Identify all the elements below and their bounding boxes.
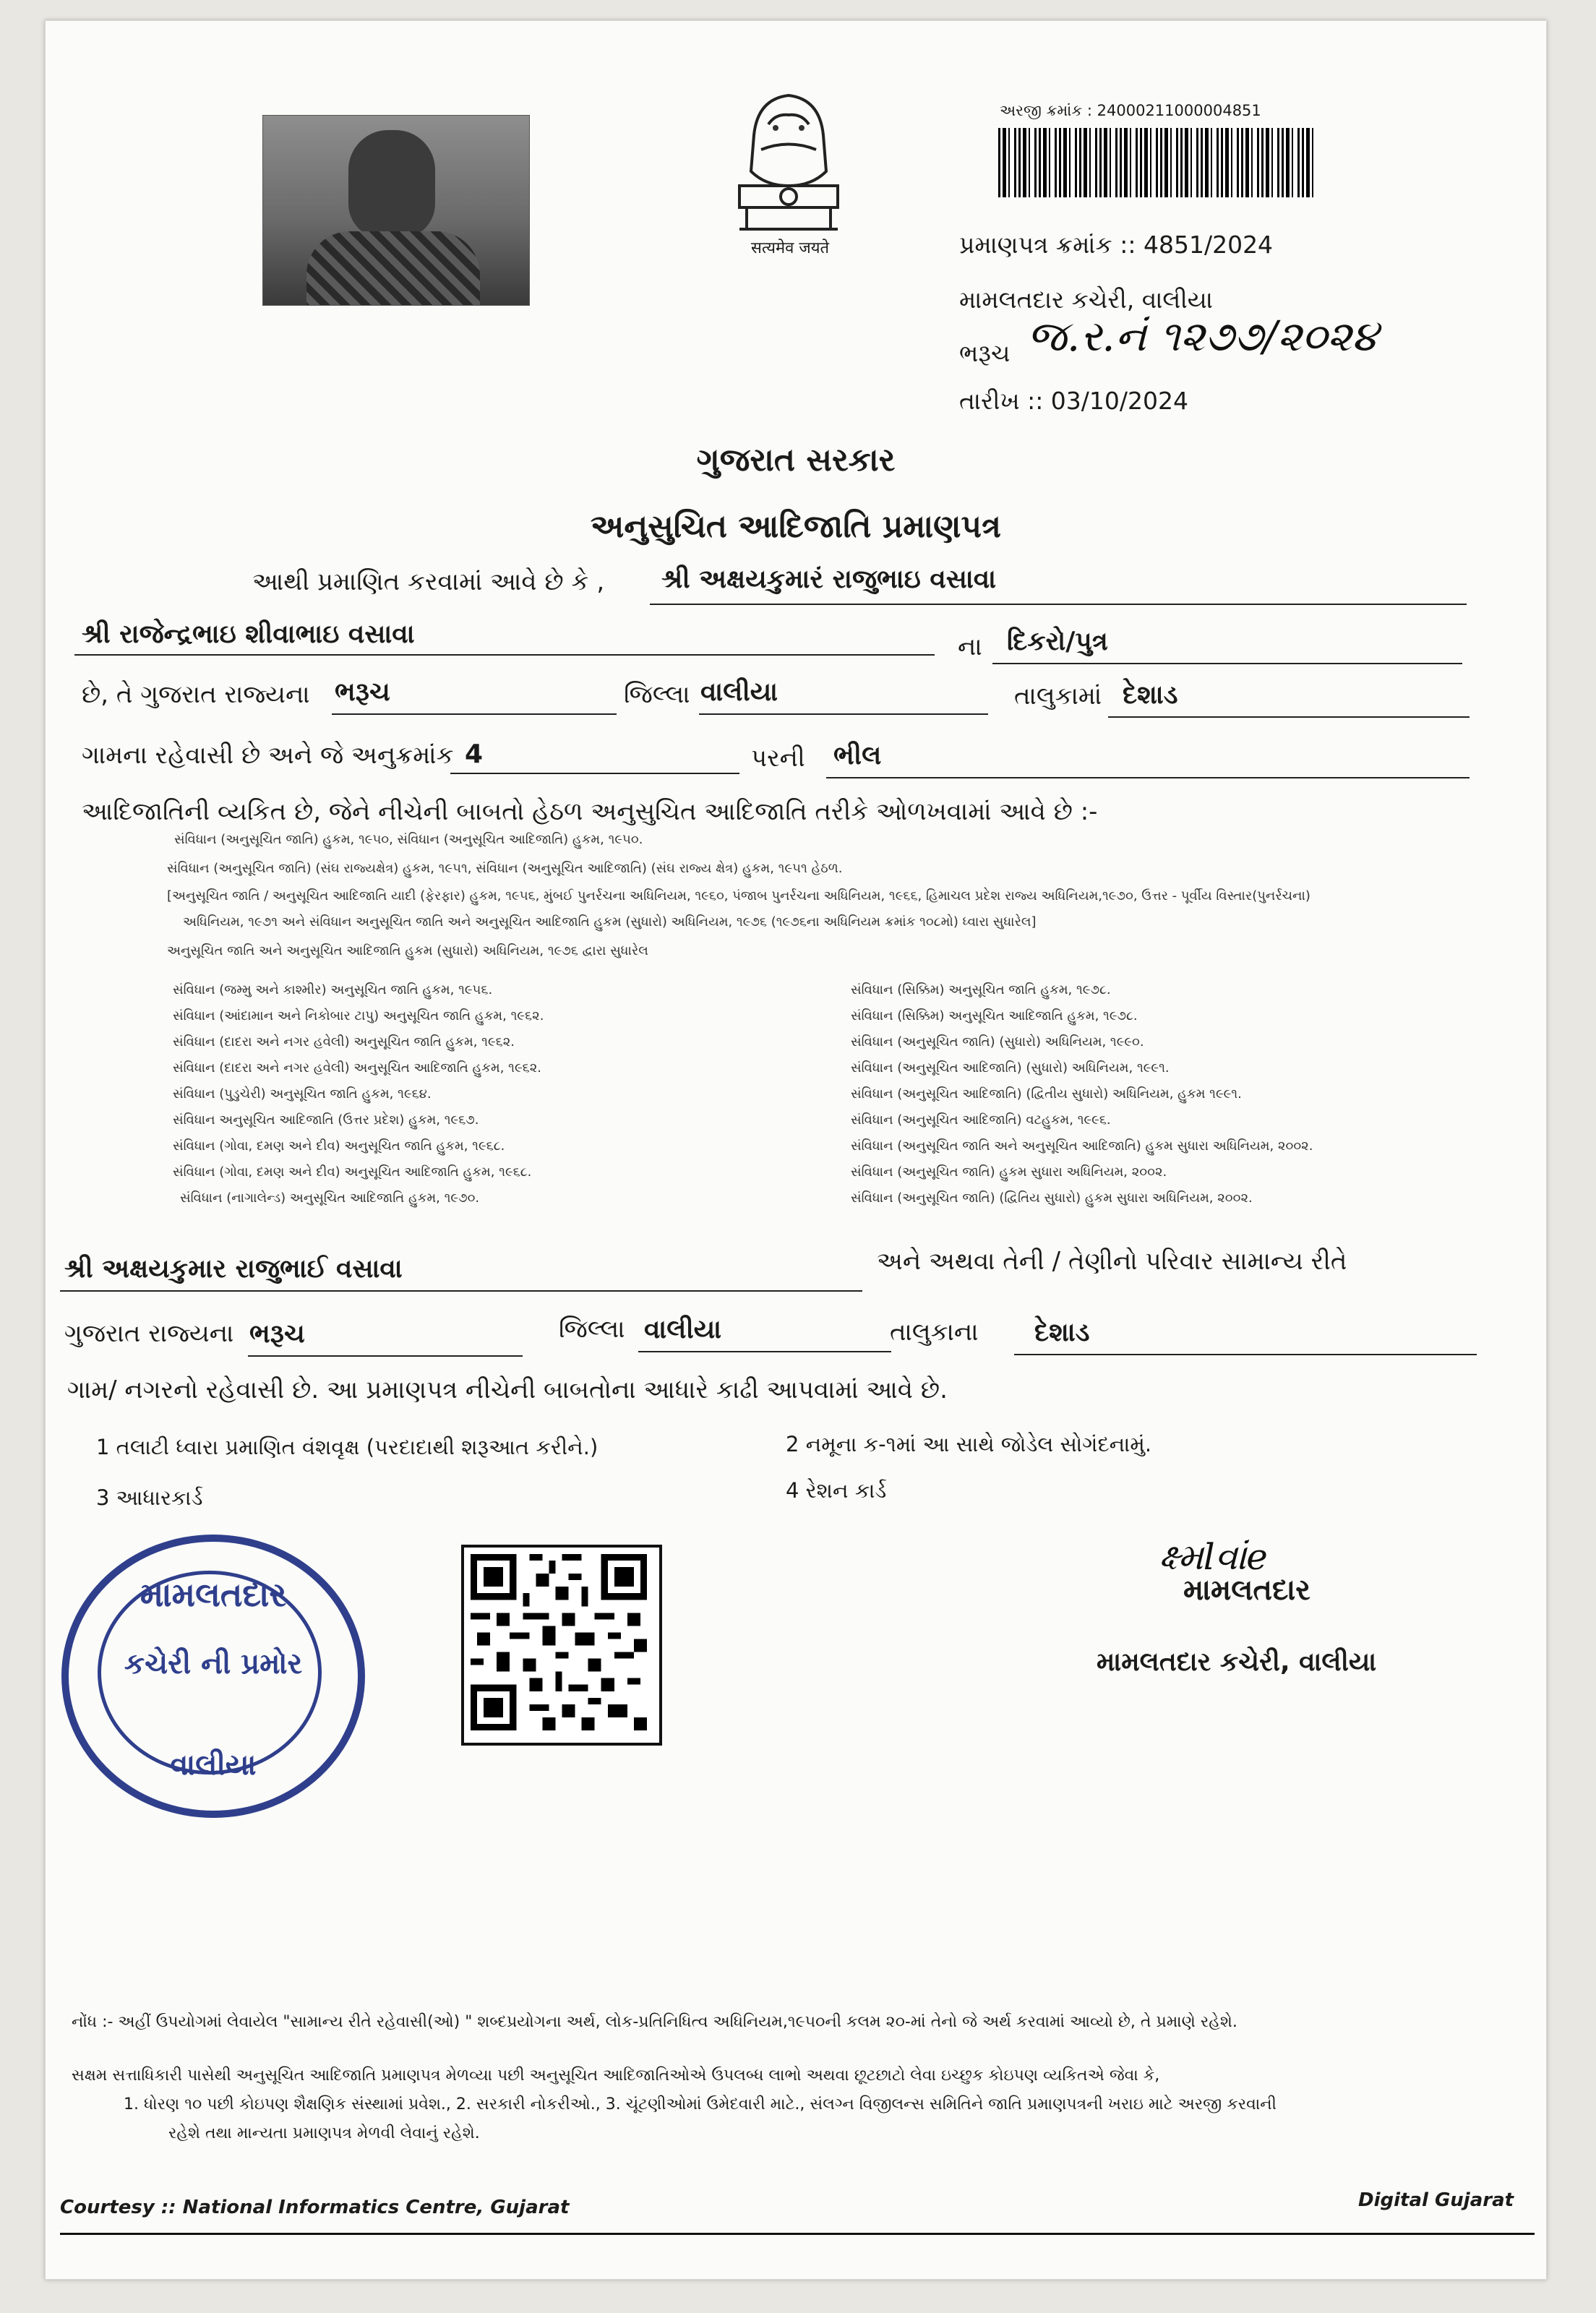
reference-prefix: ભરૂચ [959,339,1011,367]
underline [248,1355,523,1357]
underline [699,713,988,715]
signatory-office: મામલતદાર કચેરી, વાલીયા [1097,1647,1377,1677]
footer-rule [60,2233,1535,2235]
office-name: મામલતદાર કચેરી, વાલીયા [959,286,1213,314]
underline [826,777,1470,778]
document-item: 1 તલાટી ધ્વારા પ્રમાણિત વંશવૃક્ષ (પરદાદાથી શરૂઆત કરીને.) [96,1435,598,1459]
order-left: સંવિધાન (નાગાલેન્ડ) અનુસૂચિત આદિજાતિ હુકમ, ૧૯૭૦. [180,1190,480,1206]
order-right: સંવિધાન (અનુસૂચિત આદિજાતિ) વટહુકમ, ૧૯૯૬. [851,1112,1111,1128]
order-left: સંવિધાન (ગોવા, દમણ અને દીવ) અનુસૂચિત આદિજાતિ હુકમ, ૧૯૬૮. [173,1164,532,1180]
underline [74,654,935,656]
village: દેશાડ [1123,680,1178,710]
underline [332,713,617,715]
serial-number: 4 [465,739,484,769]
order-left: સંવિધાન (દાદરા અને નગર હવેલી) અનુસૂચિત આદિજાતિ હુકમ, ૧૯૬૨. [173,1060,542,1076]
order-left: સંવિધાન અનુસૂચિત આદિજાતિ (ઉત્તર પ્રદેશ) હુકમ, ૧૯૬૭. [173,1112,479,1128]
applicant-photo [262,115,530,306]
application-number: અરજી ક્રમાંક : 24000211000004851 [1000,102,1261,119]
applicant-name: શ્રી અક્ષયકુમારં રાજુભાઇ વસાવા [661,565,997,594]
ashoka-emblem-icon [725,85,852,258]
seal-bottom-text: વાલીયા [170,1748,257,1782]
order-line: સંવિધાન (અનુસૂચિત જાતિ) (સંઘ રાજ્યક્ષેત્ર) હુકમ, ૧૯૫૧, સંવિધાન (અનુસૂચિત આદિજાતિ) (સંઘ રાજ્ય ક્ષેત્ર) હુકમ, ૧૯૫૧ હેઠળ. [167,861,843,876]
order-left: સંવિધાન (પુડુચેરી) અનુસૂચિત જાતિ હુકમ, ૧૯૬૪. [173,1086,432,1102]
photo-face [348,130,435,239]
order-line: અનુસૂચિત જાતિ અને અનુસૂચિત આદિજાતિ હુકમ (સુધારો) અધિનિયમ, ૧૯૭૬ દ્વારા સુધારેલ [167,943,648,958]
par-label: પરની [751,744,805,773]
order-right: સંવિધાન (અનુસૂચિત આદિજાતિ) (સુધારો) અધિનિયમ, ૧૯૯૧. [851,1060,1170,1076]
underline [650,604,1467,605]
seal-top-text: મામલતદાર [140,1575,287,1614]
order-right: સંવિધાન (અનુસૂચિત જાતિ અને અનુસૂચિત આદિજાતિ) હુકમ સુધારા અધિનિયમ, ૨૦૦૨. [851,1138,1313,1154]
note-line: રહેશે તથા માન્યતા પ્રમાણપત્ર મેળવી લેવાનું રહેશે. [168,2124,480,2142]
note-line: નોંધ :- અહીં ઉપયોગમાં લેવાયેલ "સામાન્ય રીતે રહેવાસી(ઓ) " શબ્દપ્રયોગના અર્થ, લોક-પ્રતિનિધિત્વ અધિનિયમ,૧૯૫૦ની કલમ ૨૦-માં તેનો જે અર્થ કરવામાં આવ્યો છે, તે પ્રમાણે રહેશે. [72,2013,1237,2031]
residence-district-label: જિલ્લા [559,1315,625,1344]
order-right: સંવિધાન (સિક્કિમ) અનુસૂચિત આદિજાતિ હુકમ, ૧૯૭૮. [851,1008,1138,1024]
underline [450,773,739,774]
government-title: ગુજરાત સરકાર [696,442,896,479]
document-item: 4 રેશન કાર્ડ [786,1478,887,1503]
order-right: સંવિધાન (અનુસૂચિત જાતિ) હુકમ સુધારા અધિનિયમ, ૨૦૦૨. [851,1164,1167,1180]
tribe-text: આદિજાતિની વ્યકિત છે, જેને નીચેની બાબતો હેઠળ અનુસુચિત આદિજાતિ તરીકે ઓળખવામાં આવે છે :- [82,797,1098,826]
underline [60,1290,862,1292]
district-label: જિલ્લા [624,680,690,709]
order-right: સંવિધાન (સિક્કિમ) અનુસૂચિત જાતિ હુકમ, ૧૯૭૮. [851,982,1111,997]
residence-state-text: ગુજરાત રાજ્યના [64,1319,234,1348]
order-left: સંવિધાન (આંદામાન અને નિકોબાર ટાપુ) અનુસૂચિત જાતિ હુકમ, ૧૯૬૨. [173,1008,544,1024]
district: ભરૂચ [335,677,390,707]
family-text: અને અથવા તેની / તેણીનો પરિવાર સામાન્ય રીતે [877,1247,1347,1276]
underline [1108,716,1470,718]
taluka-label: તાલુકામાં [1014,682,1102,711]
certify-text: આથી પ્રમાણિત કરવામાં આવે છે કે , [252,567,605,596]
signatory-designation: મામલતદાર [1183,1574,1310,1607]
residence-village: દેશાડ [1034,1318,1090,1347]
tribe-name: ભીલ [833,741,882,771]
barcode [998,128,1315,197]
state-text: છે, તે ગુજરાત રાજ્યના [82,680,310,709]
father-name: શ્રી રાજેન્દ્રભાઇ શીવાભાઇ વસાવા [82,619,415,649]
residence-district: ભરૂચ [249,1319,305,1349]
document-item: 2 નમૂના ક-૧માં આ સાથે જોડેલ સોગંદનામું. [786,1432,1152,1456]
order-left: સંવિધાન (ગોવા, દમણ અને દીવ) અનુસૂચિત જાતિ હુકમ, ૧૯૬૮. [173,1138,505,1154]
issue-date: તારીખ :: 03/10/2024 [959,387,1189,415]
order-right: સંવિધાન (અનુસૂચિત આદિજાતિ) (દ્વિતીય સુધારો) અધિનિયમ, હુકમ ૧૯૯૧. [851,1086,1242,1102]
underline [638,1351,891,1352]
na-label: ના [958,632,982,661]
order-left: સંવિધાન (જમ્મુ અને કાશ્મીર) અનુસૂચિત જાતિ હુકમ, ૧૯૫૬. [173,982,493,997]
taluka: વાલીયા [700,677,778,707]
certificate-number: પ્રમાણપત્ર ક્રમાંક :: 4851/2024 [959,231,1274,259]
underline [992,663,1462,664]
note-line: 1. ધોરણ ૧૦ પછી કોઇપણ શૈક્ષણિક સંસ્થામાં પ્રવેશ., 2. સરકારી નોકરીઓ., 3. ચૂંટણીઓમાં ઉમેદવારી માટે., સંલગ્ન વિજીલન્સ સમિતિને જાતિ પ્રમાણપત્રની ખરાઇ માટે અરજી કરવાની [124,2095,1277,2114]
office-seal-stamp [61,1535,365,1818]
footer-courtesy: Courtesy :: National Informatics Centre, Gujarat [60,2197,570,2218]
handwritten-reference: જ.ર.નં ૧૨૭૭/૨૦૨૪ [1027,312,1378,361]
certificate-title: અનુસુચિત આદિજાતિ પ્રમાણપત્ર [590,508,1002,545]
order-left: સંવિધાન (દાદરા અને નગર હવેલી) અનુસૂચિત જાતિ હુકમ, ૧૯૬૨. [173,1034,515,1050]
note-line: સક્ષમ સત્તાધિકારી પાસેથી અનુસૂચિત આદિજાતિ પ્રમાણપત્ર મેળવ્યા પછી અનુસૂચિત આદિજાતિઓએ ઉપલબ્ધ લાભો અથવા છૂટછાટો લેવા ઇચ્છુક કોઇપણ વ્યકિતએ જેવા કે, [72,2067,1160,2085]
order-right: સંવિધાન (અનુસૂચિત જાતિ) (દ્વિતિય સુધારો) હુકમ સુધારા અધિનિયમ, ૨૦૦૨. [851,1190,1253,1206]
underline [1014,1354,1477,1355]
basis-text: ગામ/ નગરનો રહેવાસી છે. આ પ્રમાણપત્ર નીચેની બાબતોના આધારે કાઢી આપવામાં આવે છે. [67,1376,948,1404]
residence-taluka: વાલીયા [644,1315,722,1344]
residence-taluka-label: તાલુકાના [890,1318,979,1347]
seal-middle-text: કચેરી ની પ્રમોર [124,1647,303,1681]
village-text: ગામના રહેવાસી છે અને જે અનુક્રમાંક [82,741,454,770]
residence-name: શ્રી અક્ષયકુમાર રાજુભાઈ વસાવા [64,1254,403,1284]
emblem-motto: सत्यमेव जयते [750,239,830,257]
certificate-page [45,20,1547,2280]
document-item: 3 આધારકાર્ડ [96,1485,203,1510]
photo-shirt [306,231,480,306]
qr-code [461,1545,662,1746]
relation: દિકરો/પુત્ર [1007,627,1108,656]
order-line: સંવિધાન (અનુસૂચિત જાતિ) હુકમ, ૧૯૫૦, સંવિધાન (અનુસૂચિત આદિજાતિ) હુકમ, ૧૯૫૦. [174,832,643,847]
footer-digital-gujarat: Digital Gujarat [1358,2189,1514,2211]
order-line: [અનુસૂચિત જાતિ / અનુસૂચિત આદિજાતિ યાદી (ફેરફાર) હુકમ, ૧૯૫૬, મુંબઈ પુનર્રચના અધિનિયમ, ૧૯૬૦, પંજાબ પુનર્રચના અધિનિયમ, ૧૯૬૬, હિમાચલ પ્રદેશ રાજ્ય અધિનિયમ,૧૯૭૦, ઉત્તર - પૂર્વીય વિસ્તાર(પુનર્રચના) [167,888,1310,904]
signature-scribble: ક્ષ્મlવાંe [1159,1536,1268,1578]
order-right: સંવિધાન (અનુસૂચિત જાતિ) (સુધારો) અધિનિયમ, ૧૯૯૦. [851,1034,1144,1050]
order-line: અધિનિયમ, ૧૯૭૧ અને સંવિધાન અનુસૂચિત જાતિ અને અનુસૂચિત આદિજાતિ હુકમ (સુધારો) અધિનિયમ, ૧૯૭૬ (૧૯૭૬ના અધિનિયમ ક્રમાંક ૧૦૮મો) ધ્વારા સુધારેલ] [183,914,1037,930]
